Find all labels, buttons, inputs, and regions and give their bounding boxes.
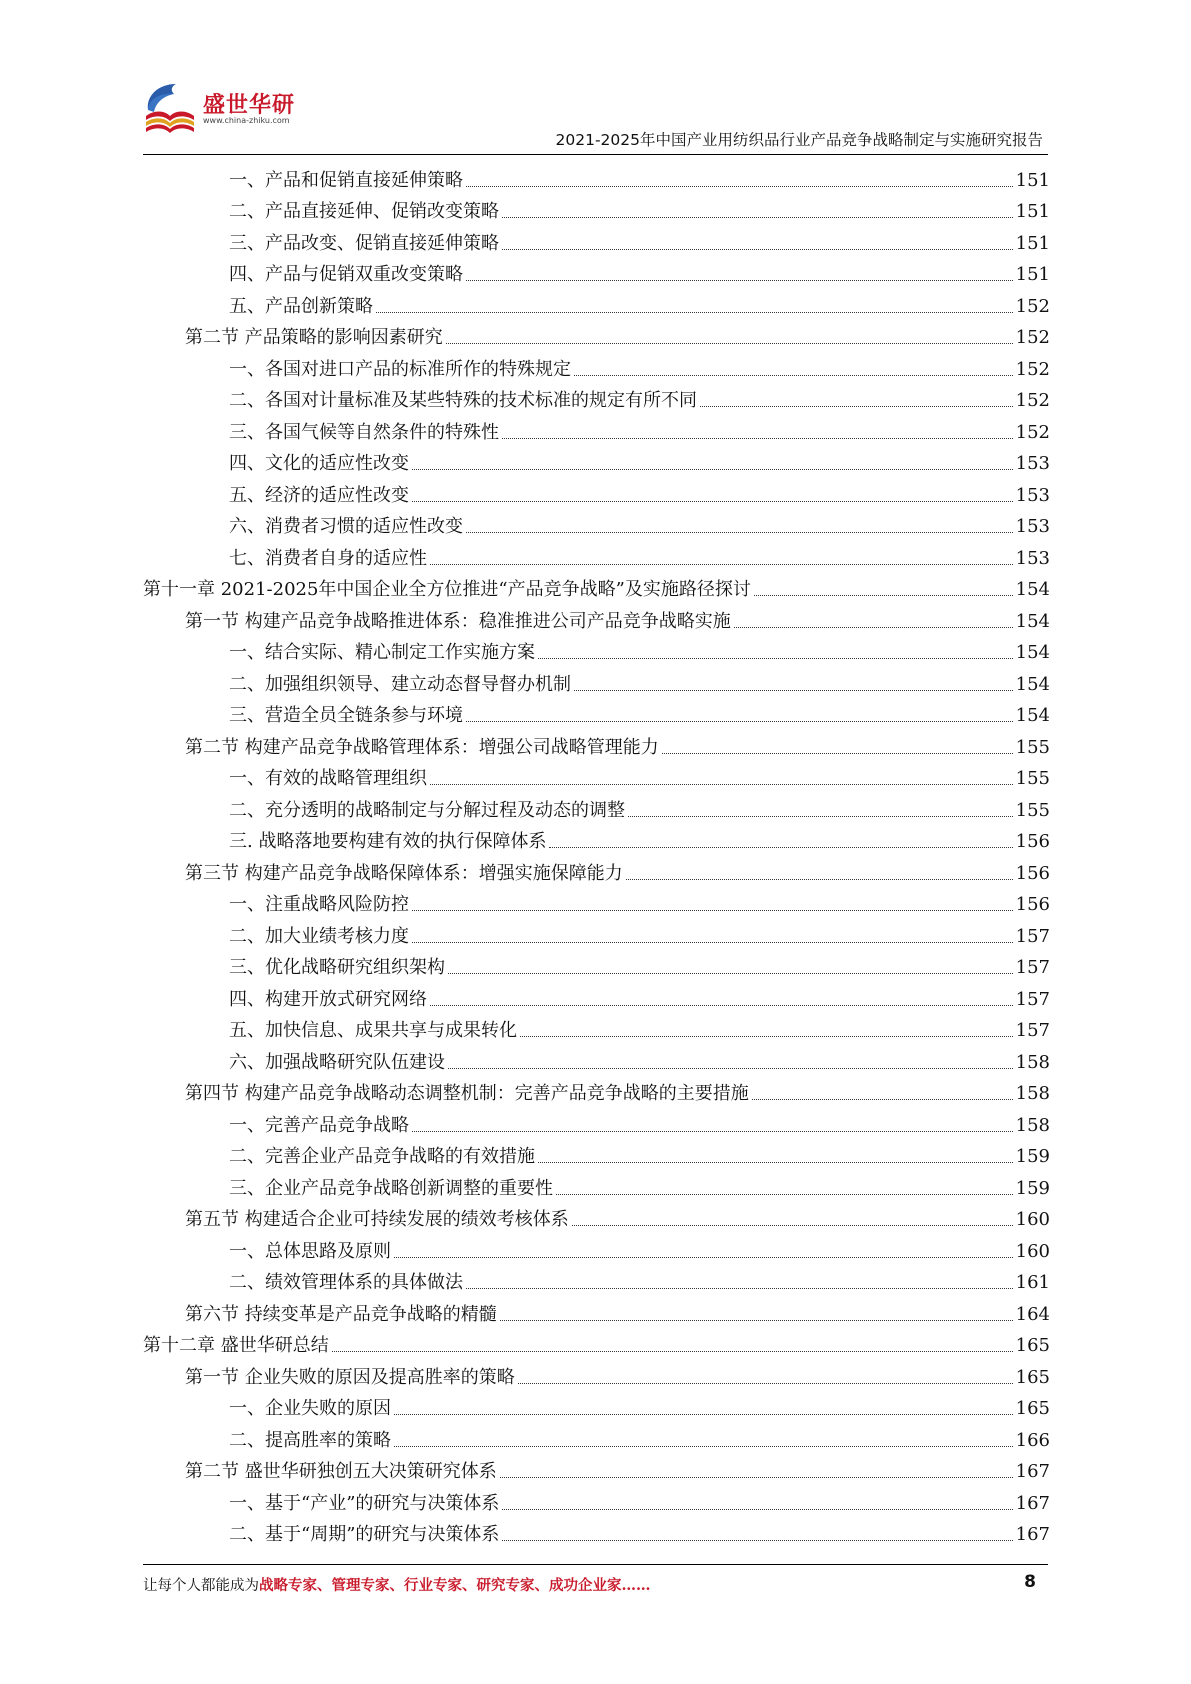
toc-entry-title: 二、充分透明的战略制定与分解过程及动态的调整	[229, 799, 625, 821]
toc-entry[interactable]	[143, 822, 1050, 854]
toc-dot-leader	[466, 532, 1013, 533]
toc-entry[interactable]	[143, 160, 1050, 192]
toc-dot-leader	[628, 816, 1013, 817]
toc-entry[interactable]	[143, 790, 1050, 822]
toc-entry-title: 第六节 持续变革是产品竞争战略的精髓	[185, 1303, 497, 1325]
toc-entry[interactable]	[143, 444, 1050, 476]
toc-dot-leader	[538, 1162, 1013, 1163]
toc-entry-page: 151	[1015, 201, 1050, 222]
toc-entry-page: 160	[1015, 1209, 1050, 1230]
toc-dot-leader	[376, 312, 1013, 313]
toc-entry[interactable]	[143, 664, 1050, 696]
toc-dot-leader	[734, 627, 1013, 628]
toc-dot-leader	[538, 658, 1013, 659]
toc-entry-page: 167	[1015, 1492, 1050, 1514]
toc-entry-page: 155	[1015, 768, 1050, 789]
toc-entry[interactable]	[143, 727, 1050, 759]
toc-entry[interactable]	[143, 570, 1050, 602]
toc-dot-leader	[556, 1194, 1013, 1195]
toc-dot-leader	[572, 1225, 1013, 1226]
toc-dot-leader	[518, 1383, 1013, 1384]
toc-dot-leader	[549, 847, 1012, 848]
toc-entry[interactable]	[143, 1042, 1050, 1074]
toc-dot-leader	[412, 942, 1013, 943]
toc-entry-page: 152	[1015, 327, 1050, 348]
toc-entry-title: 二、完善企业产品竞争战略的有效措施	[229, 1146, 535, 1167]
toc-entry-title: 三、产品改变、促销直接延伸策略	[229, 232, 499, 254]
toc-entry-page: 154	[1015, 579, 1050, 600]
toc-entry-page: 152	[1015, 295, 1050, 317]
page-header	[0, 0, 1191, 160]
toc-dot-leader	[446, 343, 1013, 344]
company-logo	[140, 80, 320, 150]
toc-entry-title: 第四节 构建产品竞争战略动态调整机制：完善产品竞争战略的主要措施	[185, 1083, 749, 1104]
toc-entry[interactable]	[143, 1420, 1050, 1452]
toc-entry-page: 157	[1015, 988, 1050, 1010]
toc-entry[interactable]	[143, 538, 1050, 570]
toc-entry[interactable]	[143, 696, 1050, 728]
footer-divider	[143, 1564, 1048, 1565]
toc-dot-leader	[700, 406, 1013, 407]
toc-entry-title: 二、提高胜率的策略	[229, 1429, 391, 1451]
toc-entry[interactable]	[143, 1105, 1050, 1137]
toc-entry[interactable]	[143, 1483, 1050, 1515]
toc-dot-leader	[500, 1477, 1013, 1478]
toc-entry-page: 158	[1015, 1114, 1050, 1136]
toc-dot-leader	[574, 690, 1013, 691]
toc-entry[interactable]	[143, 1326, 1050, 1358]
toc-entry-title: 六、消费者习惯的适应性改变	[229, 516, 463, 537]
toc-entry-title: 三、营造全员全链条参与环境	[229, 705, 463, 726]
toc-entry-page: 156	[1015, 894, 1050, 915]
toc-entry-title: 三、各国气候等自然条件的特殊性	[229, 421, 499, 443]
toc-entry-page: 158	[1015, 1083, 1050, 1104]
toc-entry[interactable]	[143, 601, 1050, 633]
table-of-contents	[143, 160, 1050, 1546]
toc-dot-leader	[662, 753, 1013, 754]
toc-entry-title: 四、产品与促销双重改变策略	[229, 264, 463, 285]
toc-entry[interactable]	[143, 1200, 1050, 1232]
toc-entry-title: 一、企业失败的原因	[229, 1398, 391, 1419]
toc-entry-page: 156	[1015, 862, 1050, 884]
toc-entry-page: 166	[1015, 1429, 1050, 1451]
toc-entry-page: 159	[1015, 1146, 1050, 1167]
toc-entry-page: 154	[1015, 610, 1050, 632]
toc-dot-leader	[448, 973, 1013, 974]
toc-entry[interactable]	[143, 633, 1050, 665]
toc-entry-title: 四、文化的适应性改变	[229, 453, 409, 474]
toc-entry-title: 五、产品创新策略	[229, 295, 373, 317]
toc-dot-leader	[502, 1540, 1012, 1541]
toc-entry[interactable]	[143, 1389, 1050, 1421]
toc-entry-page: 157	[1015, 957, 1050, 978]
toc-entry-page: 158	[1015, 1051, 1050, 1073]
toc-entry[interactable]	[143, 1168, 1050, 1200]
toc-entry-title: 五、加快信息、成果共享与成果转化	[229, 1020, 517, 1041]
footer-slogan	[143, 1574, 651, 1595]
toc-entry-page: 153	[1015, 453, 1050, 474]
toc-dot-leader	[448, 1068, 1013, 1069]
toc-entry[interactable]	[143, 223, 1050, 255]
toc-entry[interactable]	[143, 1231, 1050, 1263]
toc-entry[interactable]	[143, 318, 1050, 350]
toc-entry-title: 七、消费者自身的适应性	[229, 547, 427, 569]
toc-entry[interactable]	[143, 759, 1050, 791]
toc-dot-leader	[466, 1288, 1013, 1289]
toc-entry-title: 四、构建开放式研究网络	[229, 988, 427, 1010]
toc-entry-title: 一、结合实际、精心制定工作实施方案	[229, 642, 535, 663]
toc-entry-page: 160	[1015, 1240, 1050, 1262]
toc-entry[interactable]	[143, 948, 1050, 980]
toc-dot-leader	[520, 1036, 1013, 1037]
toc-entry-title: 一、基于“产业”的研究与决策体系	[229, 1492, 500, 1514]
toc-entry-page: 153	[1015, 516, 1050, 537]
toc-dot-leader	[574, 375, 1013, 376]
toc-entry-page: 157	[1015, 1020, 1050, 1041]
toc-dot-leader	[394, 1414, 1013, 1415]
toc-entry[interactable]	[143, 916, 1050, 948]
toc-entry[interactable]	[143, 1515, 1050, 1547]
toc-entry[interactable]	[143, 192, 1050, 224]
page-footer	[143, 1574, 1048, 1598]
toc-entry[interactable]	[143, 507, 1050, 539]
toc-entry-page: 156	[1015, 831, 1050, 852]
toc-entry-page: 151	[1015, 169, 1050, 191]
toc-entry-page: 164	[1015, 1303, 1050, 1325]
logo-url: www.china-zhiku.com	[203, 116, 290, 125]
toc-entry-title: 第二节 构建产品竞争战略管理体系：增强公司战略管理能力	[185, 736, 659, 758]
toc-dot-leader	[466, 186, 1013, 187]
toc-entry-page: 165	[1015, 1366, 1050, 1388]
toc-dot-leader	[412, 1131, 1013, 1132]
toc-dot-leader	[502, 217, 1013, 218]
toc-entry-title: 三、企业产品竞争战略创新调整的重要性	[229, 1177, 553, 1199]
toc-entry-title: 第五节 构建适合企业可持续发展的绩效考核体系	[185, 1209, 569, 1230]
toc-entry-title: 二、加强组织领导、建立动态督导督办机制	[229, 673, 571, 695]
toc-dot-leader	[412, 910, 1013, 911]
logo-name: 盛世华研	[203, 93, 296, 118]
toc-entry-page: 159	[1015, 1177, 1050, 1199]
toc-entry-page: 151	[1015, 232, 1050, 254]
toc-entry[interactable]	[143, 349, 1050, 381]
toc-entry-title: 二、各国对计量标准及某些特殊的技术标准的规定有所不同	[229, 390, 697, 411]
toc-entry-title: 五、经济的适应性改变	[229, 484, 409, 506]
toc-entry-title: 二、绩效管理体系的具体做法	[229, 1272, 463, 1293]
toc-dot-leader	[430, 784, 1013, 785]
toc-entry-page: 165	[1015, 1335, 1050, 1356]
toc-entry[interactable]	[143, 1452, 1050, 1484]
toc-entry-title: 一、注重战略风险防控	[229, 894, 409, 915]
toc-dot-leader	[412, 469, 1013, 470]
toc-entry[interactable]	[143, 475, 1050, 507]
toc-entry[interactable]	[143, 1011, 1050, 1043]
toc-dot-leader	[466, 721, 1013, 722]
toc-entry-title: 一、完善产品竞争战略	[229, 1114, 409, 1136]
toc-entry[interactable]	[143, 1137, 1050, 1169]
toc-entry[interactable]	[143, 979, 1050, 1011]
toc-entry[interactable]	[143, 381, 1050, 413]
toc-entry-page: 153	[1015, 484, 1050, 506]
toc-entry-page: 165	[1015, 1398, 1050, 1419]
toc-entry-page: 157	[1015, 925, 1050, 947]
toc-entry-page: 167	[1015, 1524, 1050, 1545]
toc-entry-title: 二、加大业绩考核力度	[229, 925, 409, 947]
toc-dot-leader	[430, 564, 1013, 565]
toc-entry[interactable]	[143, 1074, 1050, 1106]
toc-dot-leader	[754, 595, 1013, 596]
toc-dot-leader	[412, 501, 1013, 502]
toc-entry-title: 一、总体思路及原则	[229, 1240, 391, 1262]
toc-entry-title: 六、加强战略研究队伍建设	[229, 1051, 445, 1073]
toc-entry-page: 152	[1015, 358, 1050, 380]
toc-entry[interactable]	[143, 286, 1050, 318]
toc-dot-leader	[332, 1351, 1013, 1352]
toc-dot-leader	[502, 438, 1013, 439]
toc-dot-leader	[502, 249, 1013, 250]
toc-entry-page: 154	[1015, 705, 1050, 726]
toc-entry[interactable]	[143, 885, 1050, 917]
toc-entry[interactable]	[143, 853, 1050, 885]
toc-entry-title: 第一节 企业失败的原因及提高胜率的策略	[185, 1366, 515, 1388]
toc-entry-page: 155	[1015, 799, 1050, 821]
toc-entry-page: 155	[1015, 736, 1050, 758]
toc-entry[interactable]	[143, 412, 1050, 444]
toc-entry-page: 153	[1015, 547, 1050, 569]
toc-entry-title: 一、有效的战略管理组织	[229, 768, 427, 789]
toc-entry-title: 三、优化战略研究组织架构	[229, 957, 445, 978]
toc-entry-title: 第十一章 2021-2025年中国企业全方位推进“产品竞争战略”及实施路径探讨	[143, 579, 751, 600]
header-divider	[143, 154, 1048, 155]
page-number: 8	[1024, 1572, 1036, 1592]
toc-dot-leader	[626, 879, 1013, 880]
toc-dot-leader	[430, 1005, 1013, 1006]
toc-dot-leader	[752, 1099, 1013, 1100]
toc-entry[interactable]	[143, 1263, 1050, 1295]
toc-entry-page: 167	[1015, 1461, 1050, 1482]
toc-entry-page: 152	[1015, 390, 1050, 411]
toc-dot-leader	[502, 1509, 1012, 1510]
logo-emblem-icon	[140, 80, 202, 142]
toc-entry-page: 154	[1015, 642, 1050, 663]
toc-entry-title: 第十二章 盛世华研总结	[143, 1335, 329, 1356]
toc-dot-leader	[394, 1257, 1013, 1258]
toc-dot-leader	[466, 280, 1013, 281]
toc-entry-title: 第三节 构建产品竞争战略保障体系：增强实施保障能力	[185, 862, 623, 884]
toc-entry[interactable]	[143, 1294, 1050, 1326]
slogan-highlight: 战略专家、管理专家、行业专家、研究专家、成功企业家……	[259, 1577, 651, 1594]
toc-entry-title: 第二节 盛世华研独创五大决策研究体系	[185, 1461, 497, 1482]
toc-dot-leader	[500, 1320, 1013, 1321]
toc-entry-title: 一、产品和促销直接延伸策略	[229, 169, 463, 191]
toc-entry-title: 三. 战略落地要构建有效的执行保障体系	[229, 831, 547, 852]
toc-entry-page: 152	[1015, 421, 1050, 443]
toc-entry[interactable]	[143, 1357, 1050, 1389]
toc-entry-page: 161	[1015, 1272, 1050, 1293]
toc-entry-title: 第一节 构建产品竞争战略推进体系：稳准推进公司产品竞争战略实施	[185, 610, 731, 632]
report-title: 2021-2025年中国产业用纺织品行业产品竞争战略制定与实施研究报告	[555, 131, 1043, 149]
toc-dot-leader	[394, 1446, 1013, 1447]
toc-entry-title: 二、产品直接延伸、促销改变策略	[229, 201, 499, 222]
toc-entry-page: 151	[1015, 264, 1050, 285]
toc-entry-title: 一、各国对进口产品的标准所作的特殊规定	[229, 358, 571, 380]
toc-entry-title: 第二节 产品策略的影响因素研究	[185, 327, 443, 348]
toc-entry-page: 154	[1015, 673, 1050, 695]
slogan-lead: 让每个人都能成为	[143, 1578, 259, 1594]
toc-entry[interactable]	[143, 255, 1050, 287]
toc-entry-title: 二、基于“周期”的研究与决策体系	[229, 1524, 500, 1545]
